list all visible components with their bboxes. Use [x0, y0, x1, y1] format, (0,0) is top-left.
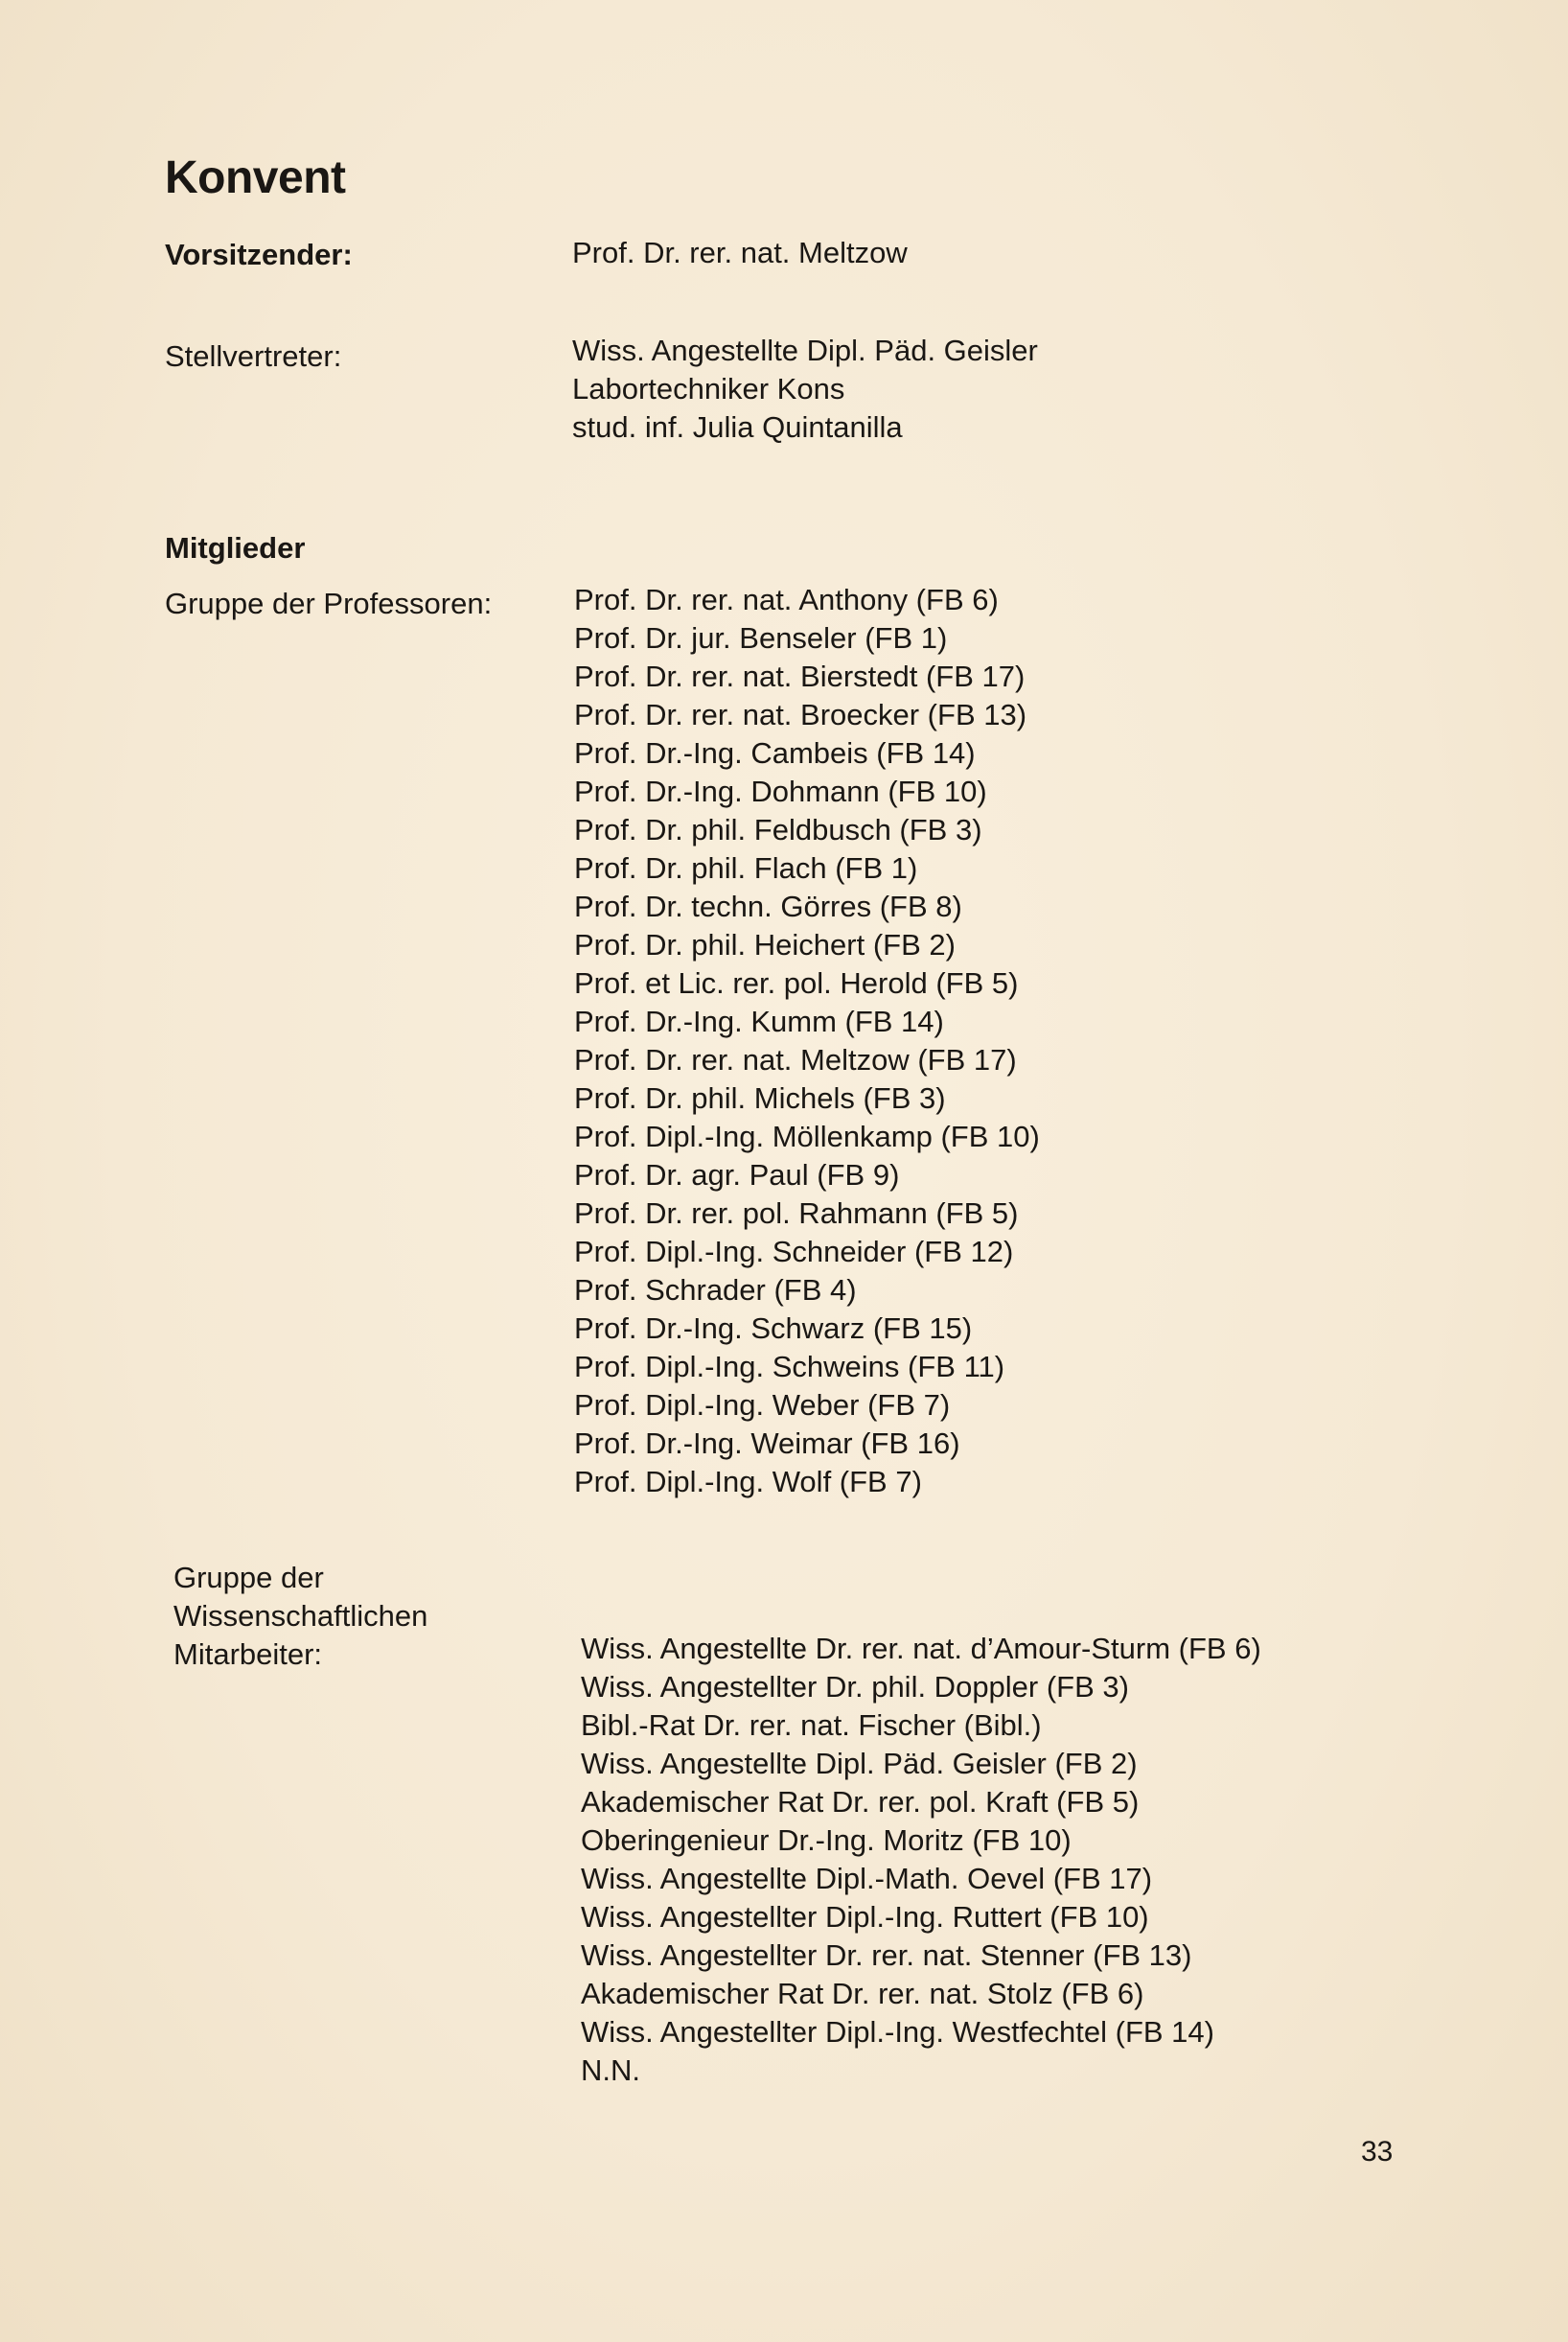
deputies-label: Stellvertreter: [165, 339, 342, 373]
list-item: Prof. Dipl.-Ing. Weber (FB 7) [574, 1388, 951, 1422]
list-item: Prof. Dr. rer. nat. Bierstedt (FB 17) [574, 660, 1026, 693]
list-item: Prof. Dr. phil. Michels (FB 3) [574, 1081, 946, 1115]
list-item: Prof. Dr.-Ing. Cambeis (FB 14) [574, 736, 976, 770]
list-item: Wiss. Angestellte Dipl.-Math. Oevel (FB 17) [581, 1862, 1153, 1895]
list-item: Labortechniker Kons [572, 372, 845, 406]
list-item: Prof. Dr. phil. Heichert (FB 2) [574, 928, 956, 962]
list-item: Prof. Dr. rer. nat. Broecker (FB 13) [574, 698, 1027, 731]
list-item: Prof. Dr. phil. Feldbusch (FB 3) [574, 813, 982, 846]
list-item: N.N. [581, 2053, 640, 2087]
list-item: Bibl.-Rat Dr. rer. nat. Fischer (Bibl.) [581, 1708, 1042, 1742]
list-item: Wiss. Angestellte Dr. rer. nat. d’Amour-Sturm (FB 6) [581, 1632, 1261, 1665]
professors-label: Gruppe der Professoren: [165, 587, 493, 620]
list-item: stud. inf. Julia Quintanilla [572, 410, 903, 444]
chair-label: Vorsitzender: [165, 238, 353, 271]
list-item: Prof. Dr. rer. pol. Rahmann (FB 5) [574, 1196, 1019, 1230]
list-item: Prof. Dr. jur. Benseler (FB 1) [574, 621, 948, 655]
list-item: Prof. Dr. rer. nat. Anthony (FB 6) [574, 583, 999, 616]
list-item: Prof. Dr. techn. Görres (FB 8) [574, 890, 962, 923]
chair-name: Prof. Dr. rer. nat. Meltzow [572, 236, 908, 269]
list-item: Akademischer Rat Dr. rer. pol. Kraft (FB 5) [581, 1785, 1140, 1819]
list-item: Oberingenieur Dr.-Ing. Moritz (FB 10) [581, 1823, 1072, 1857]
staff-label-line: Mitarbeiter: [173, 1637, 323, 1671]
staff-list [581, 1630, 1261, 2090]
page-number: 33 [1361, 2136, 1394, 2168]
list-item: Prof. Dipl.-Ing. Wolf (FB 7) [574, 1465, 922, 1498]
members-heading: Mitglieder [165, 531, 306, 565]
list-item: Wiss. Angestellter Dipl.-Ing. Westfechtel (FB 14) [581, 2015, 1214, 2049]
list-item: Akademischer Rat Dr. rer. nat. Stolz (FB 6) [581, 1977, 1144, 2010]
list-item: Prof. Schrader (FB 4) [574, 1273, 857, 1307]
list-item: Prof. et Lic. rer. pol. Herold (FB 5) [574, 966, 1019, 1000]
list-item: Wiss. Angestellter Dr. phil. Doppler (FB 3) [581, 1670, 1129, 1704]
professors-list [574, 581, 1040, 1501]
list-item: Wiss. Angestellter Dr. rer. nat. Stenner (FB 13) [581, 1938, 1192, 1972]
list-item: Prof. Dr.-Ing. Kumm (FB 14) [574, 1005, 944, 1038]
deputies-list [572, 332, 1038, 447]
list-item: Prof. Dr.-Ing. Schwarz (FB 15) [574, 1311, 973, 1345]
section-title: Konvent [165, 152, 346, 203]
list-item: Prof. Dipl.-Ing. Schweins (FB 11) [574, 1350, 1005, 1383]
list-item: Prof. Dr.-Ing. Dohmann (FB 10) [574, 775, 987, 808]
list-item: Prof. Dipl.-Ing. Schneider (FB 12) [574, 1235, 1014, 1268]
staff-label-line: Gruppe der [173, 1561, 324, 1594]
staff-label [173, 1559, 427, 1674]
list-item: Prof. Dr. rer. nat. Meltzow (FB 17) [574, 1043, 1017, 1077]
staff-label-line: Wissenschaftlichen [173, 1599, 428, 1633]
list-item: Prof. Dr. phil. Flach (FB 1) [574, 851, 918, 885]
list-item: Wiss. Angestellte Dipl. Päd. Geisler [572, 334, 1038, 367]
list-item: Prof. Dr.-Ing. Weimar (FB 16) [574, 1426, 960, 1460]
list-item: Wiss. Angestellter Dipl.-Ing. Ruttert (FB 10) [581, 1900, 1149, 1934]
list-item: Wiss. Angestellte Dipl. Päd. Geisler (FB 2) [581, 1747, 1138, 1780]
list-item: Prof. Dipl.-Ing. Möllenkamp (FB 10) [574, 1120, 1040, 1153]
list-item: Prof. Dr. agr. Paul (FB 9) [574, 1158, 900, 1192]
